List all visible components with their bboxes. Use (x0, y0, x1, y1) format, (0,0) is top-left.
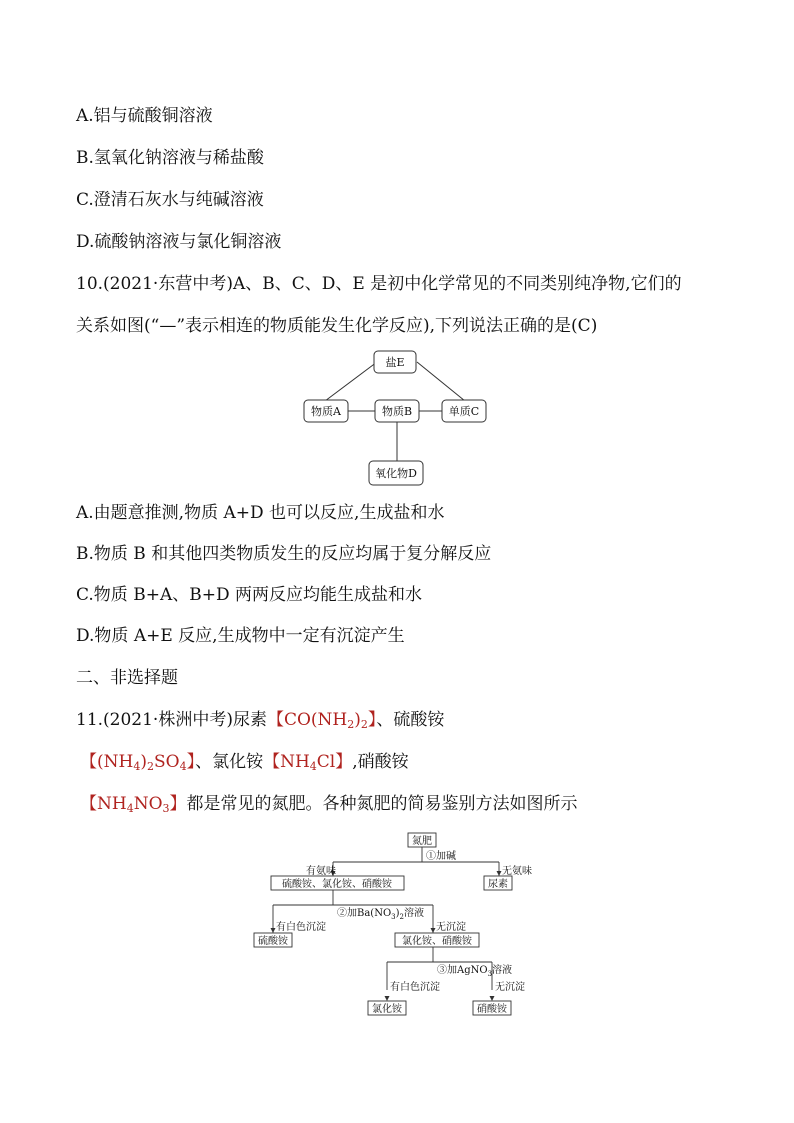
q10-stem-line2: 关系如图(“—”表示相连的物质能发生化学反应),下列说法正确的是(C) (76, 316, 598, 336)
no-ppt-2-label: 无沉淀 (495, 982, 525, 993)
urea-label: 尿素 (488, 879, 508, 890)
link-e-c (417, 362, 465, 401)
q11-after-urea: 、硫酸铵 (376, 710, 445, 730)
node-oxide-d-label: 氧化物D (375, 467, 417, 480)
q11-after-chloride: ,硝酸铵 (352, 752, 409, 772)
node-element-c-label: 单质C (448, 405, 480, 418)
q11-after-sulfate: 、氯化铵 (195, 752, 264, 772)
formula-ammonium-chloride: 【$NH_4Cl$】 (263, 752, 353, 773)
white-ppt-1-label: 有白色沉淀 (276, 922, 326, 933)
formula-ammonium-sulfate: 【$(NH_4)_2SO_4$】 (80, 752, 196, 773)
step2-label: ②加$Ba(NO_3)_2$溶液 (337, 908, 425, 921)
q10-relation-diagram (300, 348, 490, 488)
q11-line2 (80, 751, 409, 773)
q10-option-a: A.由题意推测,物质 A+D 也可以反应,生成盐和水 (76, 503, 445, 523)
group1-label: 硫酸铵、氯化铵、硝酸铵 (282, 879, 392, 890)
formula-ammonium-nitrate: 【$NH_4NO_3$】 (80, 794, 187, 815)
formula-urea: 【$CO(NH_2)_2$】 (266, 710, 377, 731)
ammonium-chloride-label: 氯化铵 (372, 1004, 402, 1015)
q11-prefix: 11.(2021·株洲中考)尿素 (76, 710, 267, 730)
q11-flowchart (240, 828, 560, 1020)
q10-option-c: C.物质 B+A、B+D 两两反应均能生成盐和水 (76, 585, 422, 605)
q9-option-b: B.氢氧化钠溶液与稀盐酸 (76, 148, 264, 168)
q11-line3 (80, 793, 578, 815)
q11-line1 (76, 709, 444, 731)
section-title: 二、非选择题 (76, 668, 178, 688)
root-label: 氮肥 (412, 836, 432, 847)
q10-stem-line1: 10.(2021·东营中考)A、B、C、D、E 是初中化学常见的不同类别纯净物,它们的 (76, 274, 682, 294)
q10-option-d: D.物质 A+E 反应,生成物中一定有沉淀产生 (76, 626, 405, 646)
white-ppt-2-label: 有白色沉淀 (390, 982, 440, 993)
q9-option-d: D.硫酸钠溶液与氯化铜溶液 (76, 232, 282, 252)
step3-label: ③加AgNO$_3$溶液 (437, 965, 513, 978)
no-ammonia-smell-label: 无氨味 (502, 866, 532, 877)
ammonium-nitrate-label: 硝酸铵 (477, 1004, 507, 1015)
node-substance-a-label: 物质A (311, 405, 341, 418)
q10-option-b: B.物质 B 和其他四类物质发生的反应均属于复分解反应 (76, 544, 492, 564)
ammonium-sulfate-label: 硫酸铵 (258, 936, 288, 947)
no-ppt-1-label: 无沉淀 (436, 922, 466, 933)
node-substance-b-label: 物质B (381, 405, 413, 418)
link-e-a (325, 362, 377, 401)
node-salt-e-label: 盐E (385, 356, 405, 369)
group2-label: 氯化铵、硝酸铵 (402, 936, 472, 947)
ammonia-smell-label: 有氨味 (306, 866, 336, 877)
q11-tail: 都是常见的氮肥。各种氮肥的简易鉴别方法如图所示 (186, 794, 578, 814)
q9-option-c: C.澄清石灰水与纯碱溶液 (76, 190, 264, 210)
step1-label: ①加碱 (426, 851, 456, 862)
q9-option-a: A.铝与硫酸铜溶液 (76, 106, 213, 126)
